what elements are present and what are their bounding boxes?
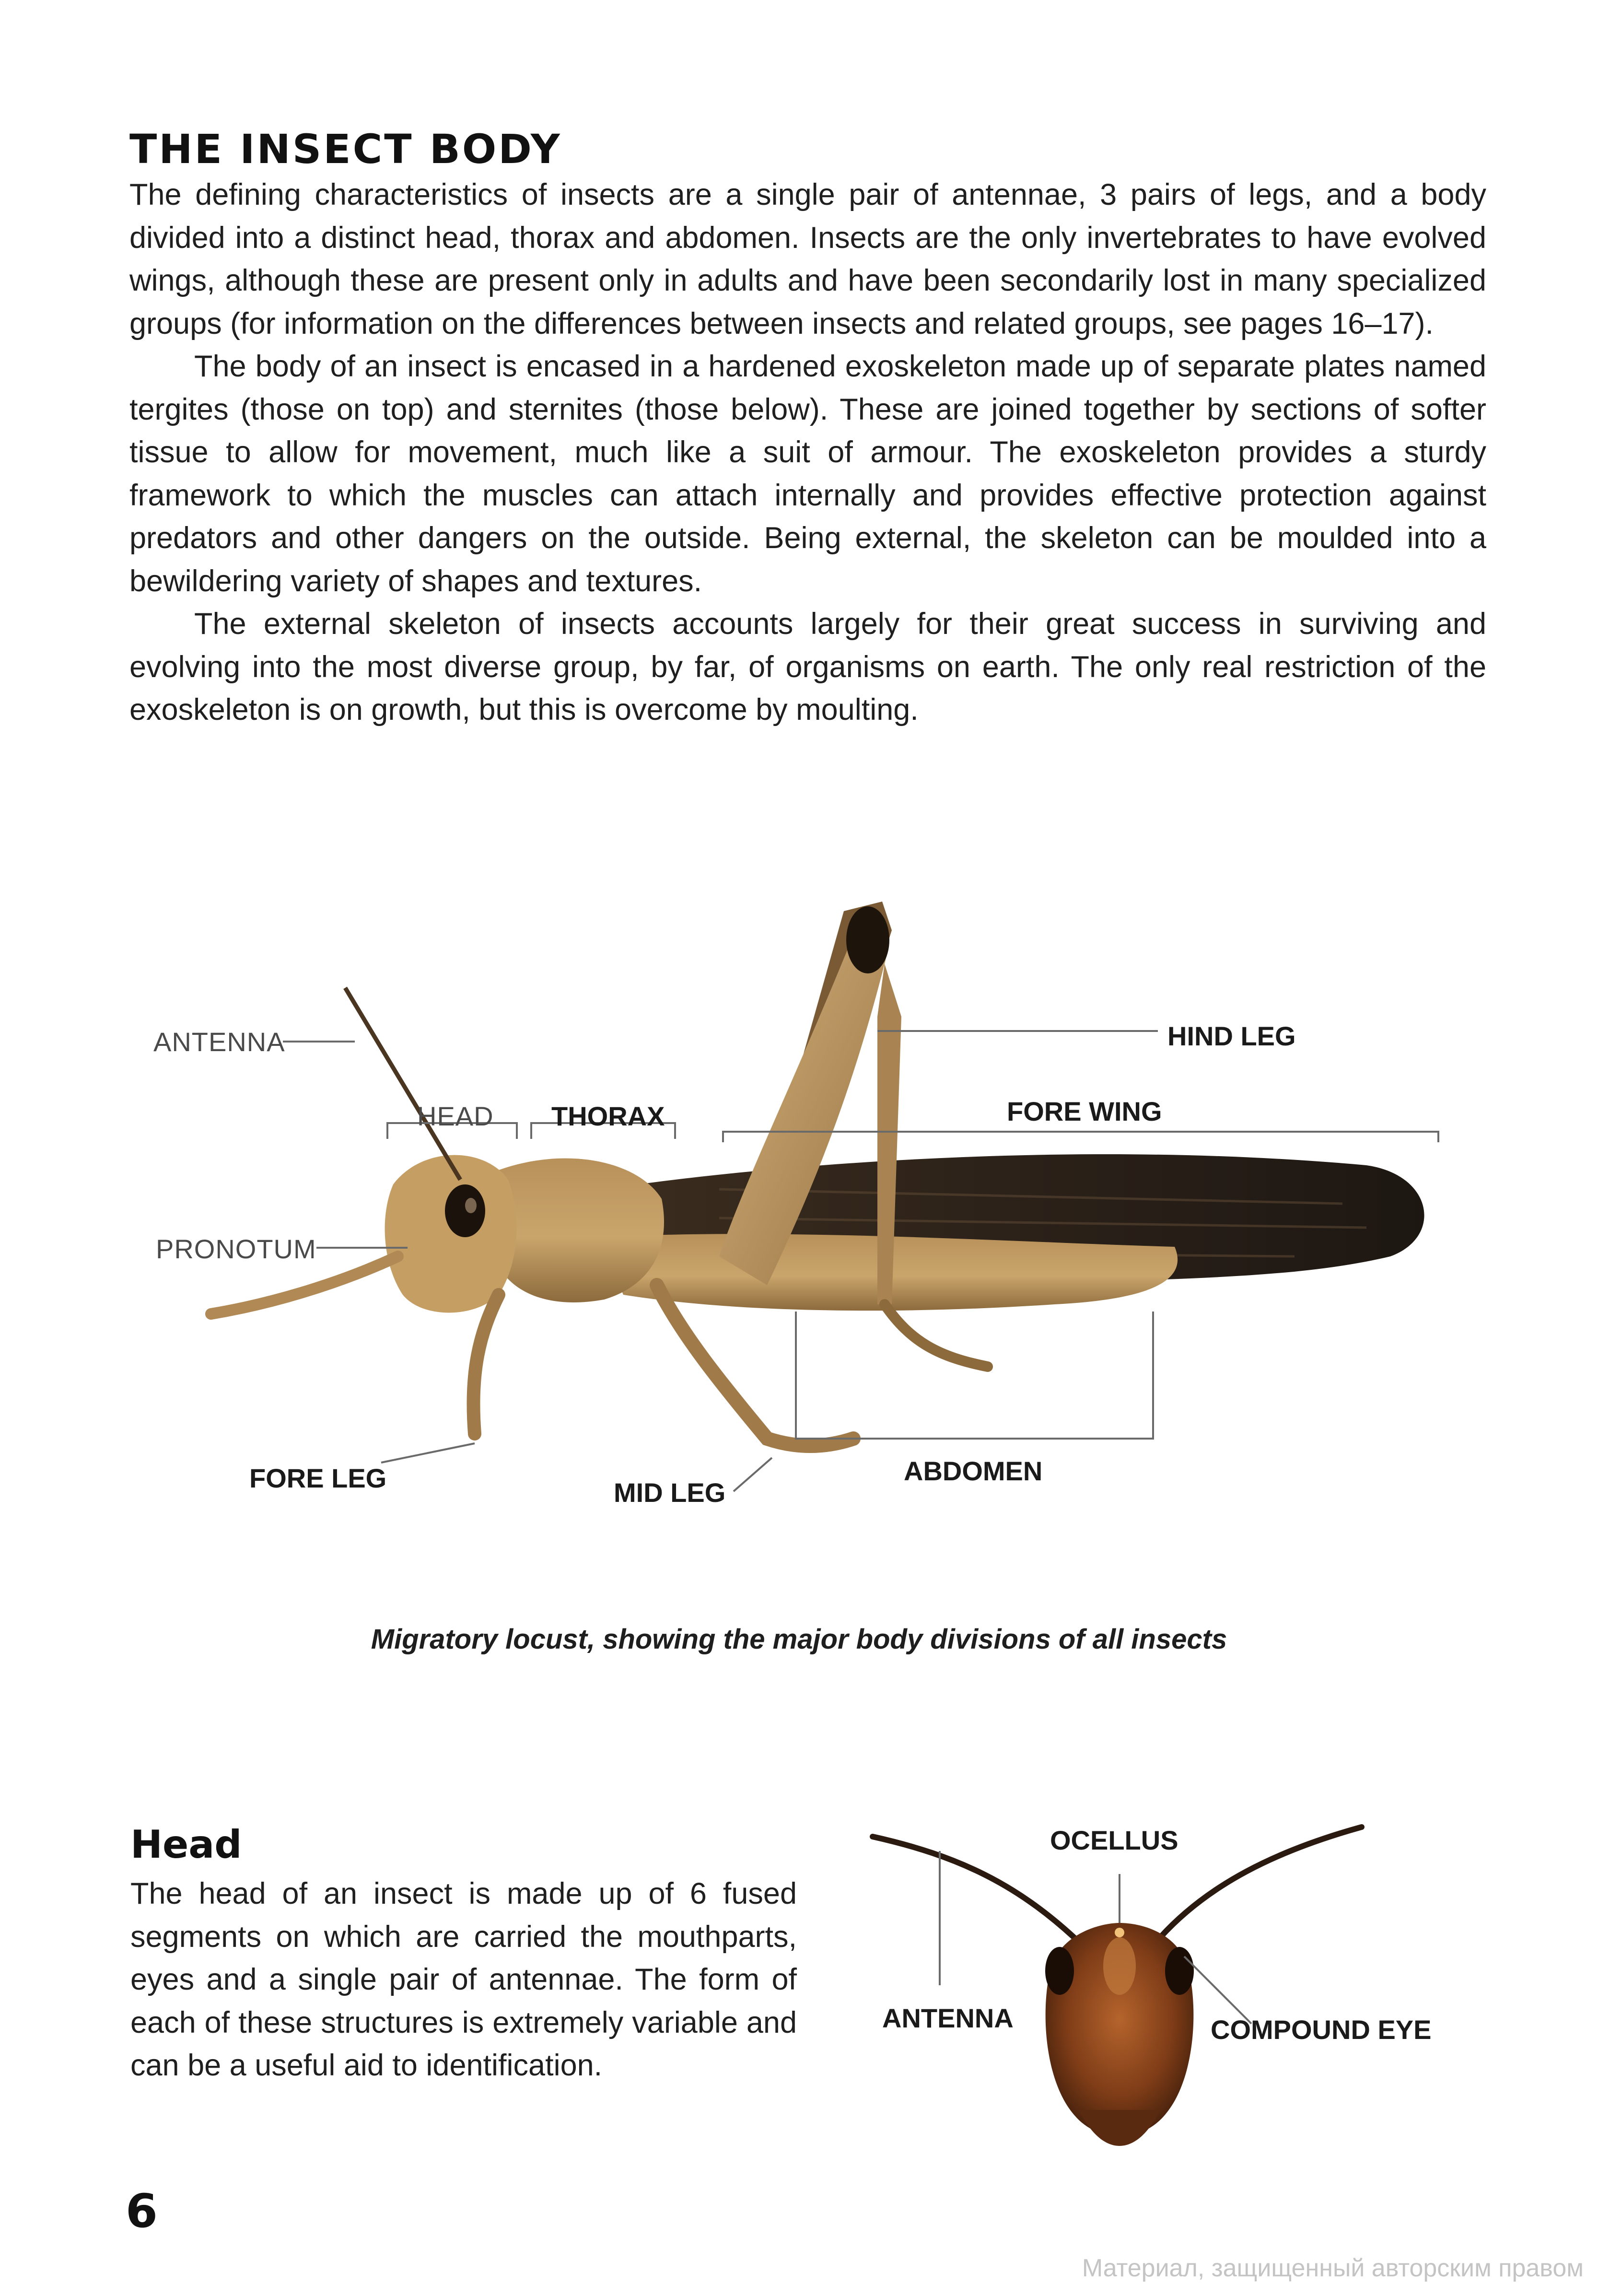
label-antenna: ANTENNA (153, 1027, 285, 1057)
label-abdomen: ABDOMEN (904, 1456, 1043, 1486)
page-number: 6 (126, 2184, 158, 2238)
head-section-title: Head (130, 1822, 242, 1867)
label-fore-leg: FORE LEG (249, 1463, 387, 1493)
compound-eye (445, 1184, 485, 1237)
label-fore-wing: FORE WING (1007, 1096, 1162, 1126)
label-head: HEAD (417, 1101, 494, 1131)
figure-caption: Migratory locust, showing the major body divisions of all insects (371, 1624, 1227, 1655)
intro-text (129, 174, 1486, 732)
label-mid-leg: MID LEG (614, 1477, 726, 1508)
fore-leg-shape (473, 1295, 499, 1434)
head-section-text: The head of an insect is made up of 6 fused segments on which are carried the mouthparts, eyes and a single pair of antennae. The form of each of these structures is extremely variable and can be a useful aid to identification. (130, 1877, 797, 2082)
paragraph-1: The defining characteristics of insects are a single pair of antennae, 3 pairs of legs, and a body divided into a distinct head, thorax and abdomen. Insects are the only invertebrates to have evolved wings, although these are present only in adults and have been secondarily lost in many specialized groups (for information on the differences between insects and related groups, see pages 16–17). (129, 178, 1486, 340)
head-antenna-left (873, 1837, 1074, 1937)
label-hind-leg: HIND LEG (1167, 1021, 1296, 1051)
head-compound-eye-left (1045, 1947, 1074, 1995)
copyright-watermark: Материал, защищенный авторским правом (1082, 2254, 1584, 2282)
head-label-antenna: ANTENNA (882, 2003, 1014, 2033)
head-compound-eye-right (1165, 1947, 1194, 1995)
head-label-ocellus: OCELLUS (1050, 1825, 1178, 1855)
page-title: THE INSECT BODY (129, 126, 562, 173)
thorax-shape (494, 1159, 664, 1302)
head-antenna-right (1160, 1827, 1362, 1937)
paragraph-2: The body of an insect is encased in a hardened exoskeleton made up of separate plates named tergites (those on top) and sternites (those below). These are joined together by sections of softer tissue to allow for movement, much like a suit of armour. The exoskeleton provides a sturdy framework to which the muscles can attach internally and provides effective protection against predators and other dangers on the outside. Being external, the skeleton can be moulded into a bewildering variety of shapes and textures. (129, 350, 1486, 598)
paragraph-3: The external skeleton of insects accounts largely for their great success in surviving and evolving into the most diverse group, by far, of organisms on earth. The only real restriction of the exoskeleton is on growth, but this is overcome by moulting. (129, 607, 1486, 726)
label-pronotum: PRONOTUM (156, 1234, 316, 1264)
locust-figure (0, 873, 1598, 1582)
head-ocellus (1115, 1928, 1124, 1937)
antenna-shape (345, 988, 460, 1180)
label-thorax: THORAX (551, 1101, 665, 1131)
head-label-compound-eye: COMPOUND EYE (1211, 2015, 1432, 2045)
